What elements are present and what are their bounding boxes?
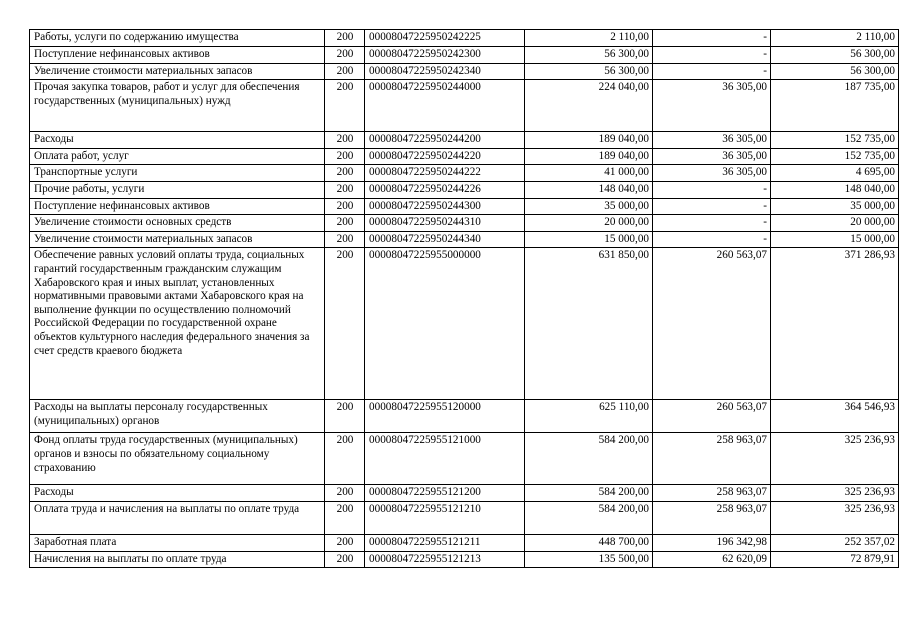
- line-code-cell: 200: [325, 501, 365, 534]
- budget-classification-code-cell: 00008047225950244226: [365, 181, 525, 198]
- expense-name-cell: Расходы: [30, 132, 325, 149]
- executed-amount-cell: 36 305,00: [653, 148, 771, 165]
- table-row: [30, 132, 899, 149]
- table-row: [30, 30, 899, 47]
- table-row: [30, 485, 899, 502]
- approved-amount-cell: 135 500,00: [525, 551, 653, 568]
- line-code-cell: 200: [325, 551, 365, 568]
- expense-name-cell: Поступление нефинансовых активов: [30, 47, 325, 64]
- table-row: [30, 231, 899, 248]
- unexecuted-amount-cell: 35 000,00: [771, 198, 899, 215]
- line-code-cell: 200: [325, 181, 365, 198]
- table-row: [30, 80, 899, 132]
- executed-amount-cell: -: [653, 30, 771, 47]
- table-row: [30, 215, 899, 232]
- budget-classification-code-cell: 00008047225955121213: [365, 551, 525, 568]
- executed-amount-cell: 36 305,00: [653, 80, 771, 132]
- executed-amount-cell: 258 963,07: [653, 485, 771, 502]
- approved-amount-cell: 625 110,00: [525, 400, 653, 433]
- expense-name-cell: Увеличение стоимости основных средств: [30, 215, 325, 232]
- expense-name-cell: Расходы: [30, 485, 325, 502]
- budget-classification-code-cell: 00008047225950242340: [365, 63, 525, 80]
- table-row: [30, 165, 899, 182]
- budget-classification-code-cell: 00008047225950242225: [365, 30, 525, 47]
- expense-name-cell: Оплата работ, услуг: [30, 148, 325, 165]
- budget-classification-code-cell: 00008047225955120000: [365, 400, 525, 433]
- expense-name-cell: Заработная плата: [30, 534, 325, 551]
- approved-amount-cell: 56 300,00: [525, 47, 653, 64]
- unexecuted-amount-cell: 148 040,00: [771, 181, 899, 198]
- approved-amount-cell: 148 040,00: [525, 181, 653, 198]
- line-code-cell: 200: [325, 132, 365, 149]
- executed-amount-cell: -: [653, 63, 771, 80]
- approved-amount-cell: 15 000,00: [525, 231, 653, 248]
- line-code-cell: 200: [325, 148, 365, 165]
- budget-classification-code-cell: 00008047225950244310: [365, 215, 525, 232]
- unexecuted-amount-cell: 152 735,00: [771, 148, 899, 165]
- table-row: [30, 198, 899, 215]
- executed-amount-cell: 258 963,07: [653, 433, 771, 485]
- line-code-cell: 200: [325, 30, 365, 47]
- line-code-cell: 200: [325, 80, 365, 132]
- unexecuted-amount-cell: 325 236,93: [771, 433, 899, 485]
- table-row: [30, 148, 899, 165]
- unexecuted-amount-cell: 371 286,93: [771, 248, 899, 400]
- unexecuted-amount-cell: 2 110,00: [771, 30, 899, 47]
- executed-amount-cell: -: [653, 198, 771, 215]
- table-body: [30, 30, 899, 568]
- executed-amount-cell: -: [653, 181, 771, 198]
- expense-name-cell: Поступление нефинансовых активов: [30, 198, 325, 215]
- budget-classification-code-cell: 00008047225950244222: [365, 165, 525, 182]
- line-code-cell: 200: [325, 165, 365, 182]
- line-code-cell: 200: [325, 63, 365, 80]
- executed-amount-cell: 260 563,07: [653, 248, 771, 400]
- unexecuted-amount-cell: 325 236,93: [771, 485, 899, 502]
- expense-name-cell: Начисления на выплаты по оплате труда: [30, 551, 325, 568]
- budget-classification-code-cell: 00008047225950244300: [365, 198, 525, 215]
- approved-amount-cell: 448 700,00: [525, 534, 653, 551]
- unexecuted-amount-cell: 20 000,00: [771, 215, 899, 232]
- line-code-cell: 200: [325, 47, 365, 64]
- expense-name-cell: Транспортные услуги: [30, 165, 325, 182]
- unexecuted-amount-cell: 325 236,93: [771, 501, 899, 534]
- budget-classification-code-cell: 00008047225950244220: [365, 148, 525, 165]
- expense-name-cell: Расходы на выплаты персоналу государственных (муниципальных) органов: [30, 400, 325, 433]
- executed-amount-cell: 36 305,00: [653, 132, 771, 149]
- expense-name-cell: Работы, услуги по содержанию имущества: [30, 30, 325, 47]
- line-code-cell: 200: [325, 485, 365, 502]
- approved-amount-cell: 189 040,00: [525, 148, 653, 165]
- expense-name-cell: Увеличение стоимости материальных запасов: [30, 231, 325, 248]
- table-row: [30, 501, 899, 534]
- approved-amount-cell: 20 000,00: [525, 215, 653, 232]
- executed-amount-cell: 62 620,09: [653, 551, 771, 568]
- expense-name-cell: Прочие работы, услуги: [30, 181, 325, 198]
- line-code-cell: 200: [325, 534, 365, 551]
- budget-classification-code-cell: 00008047225955121000: [365, 433, 525, 485]
- table-row: [30, 551, 899, 568]
- unexecuted-amount-cell: 15 000,00: [771, 231, 899, 248]
- line-code-cell: 200: [325, 433, 365, 485]
- table-row: [30, 400, 899, 433]
- budget-classification-code-cell: 00008047225955000000: [365, 248, 525, 400]
- expense-name-cell: Оплата труда и начисления на выплаты по оплате труда: [30, 501, 325, 534]
- budget-classification-code-cell: 00008047225950244340: [365, 231, 525, 248]
- table-row: [30, 63, 899, 80]
- unexecuted-amount-cell: 4 695,00: [771, 165, 899, 182]
- table-row: [30, 433, 899, 485]
- approved-amount-cell: 189 040,00: [525, 132, 653, 149]
- line-code-cell: 200: [325, 198, 365, 215]
- approved-amount-cell: 584 200,00: [525, 485, 653, 502]
- executed-amount-cell: 258 963,07: [653, 501, 771, 534]
- approved-amount-cell: 56 300,00: [525, 63, 653, 80]
- executed-amount-cell: 196 342,98: [653, 534, 771, 551]
- unexecuted-amount-cell: 364 546,93: [771, 400, 899, 433]
- budget-classification-code-cell: 00008047225955121211: [365, 534, 525, 551]
- approved-amount-cell: 631 850,00: [525, 248, 653, 400]
- approved-amount-cell: 224 040,00: [525, 80, 653, 132]
- budget-classification-code-cell: 00008047225955121210: [365, 501, 525, 534]
- expense-name-cell: Увеличение стоимости материальных запасов: [30, 63, 325, 80]
- approved-amount-cell: 41 000,00: [525, 165, 653, 182]
- executed-amount-cell: 260 563,07: [653, 400, 771, 433]
- expense-name-cell: Прочая закупка товаров, работ и услуг для обеспечения государственных (муниципальных) нужд: [30, 80, 325, 132]
- line-code-cell: 200: [325, 215, 365, 232]
- unexecuted-amount-cell: 252 357,02: [771, 534, 899, 551]
- unexecuted-amount-cell: 56 300,00: [771, 47, 899, 64]
- executed-amount-cell: -: [653, 215, 771, 232]
- line-code-cell: 200: [325, 400, 365, 433]
- approved-amount-cell: 2 110,00: [525, 30, 653, 47]
- line-code-cell: 200: [325, 231, 365, 248]
- approved-amount-cell: 584 200,00: [525, 433, 653, 485]
- table-row: [30, 181, 899, 198]
- table-row: [30, 248, 899, 400]
- budget-classification-code-cell: 00008047225950244200: [365, 132, 525, 149]
- executed-amount-cell: -: [653, 231, 771, 248]
- unexecuted-amount-cell: 72 879,91: [771, 551, 899, 568]
- line-code-cell: 200: [325, 248, 365, 400]
- unexecuted-amount-cell: 56 300,00: [771, 63, 899, 80]
- expense-name-cell: Фонд оплаты труда государственных (муниципальных) органов и взносы по обязательному социальному страхованию: [30, 433, 325, 485]
- unexecuted-amount-cell: 152 735,00: [771, 132, 899, 149]
- budget-classification-code-cell: 00008047225950242300: [365, 47, 525, 64]
- budget-execution-table: [29, 29, 899, 568]
- budget-classification-code-cell: 00008047225950244000: [365, 80, 525, 132]
- unexecuted-amount-cell: 187 735,00: [771, 80, 899, 132]
- approved-amount-cell: 584 200,00: [525, 501, 653, 534]
- executed-amount-cell: -: [653, 47, 771, 64]
- executed-amount-cell: 36 305,00: [653, 165, 771, 182]
- table-row: [30, 534, 899, 551]
- approved-amount-cell: 35 000,00: [525, 198, 653, 215]
- expense-name-cell: Обеспечение равных условий оплаты труда, социальных гарантий государственным гражданским служащим Хабаровского края и иных выплат, установленных нормативными правовыми актами Хабаровского края на выполнение функции по осуществлению полномочий Российской Федерации по государственной охране объектов культурного наследия федерального значения за счет средств краевого бюджета: [30, 248, 325, 400]
- table-row: [30, 47, 899, 64]
- budget-classification-code-cell: 00008047225955121200: [365, 485, 525, 502]
